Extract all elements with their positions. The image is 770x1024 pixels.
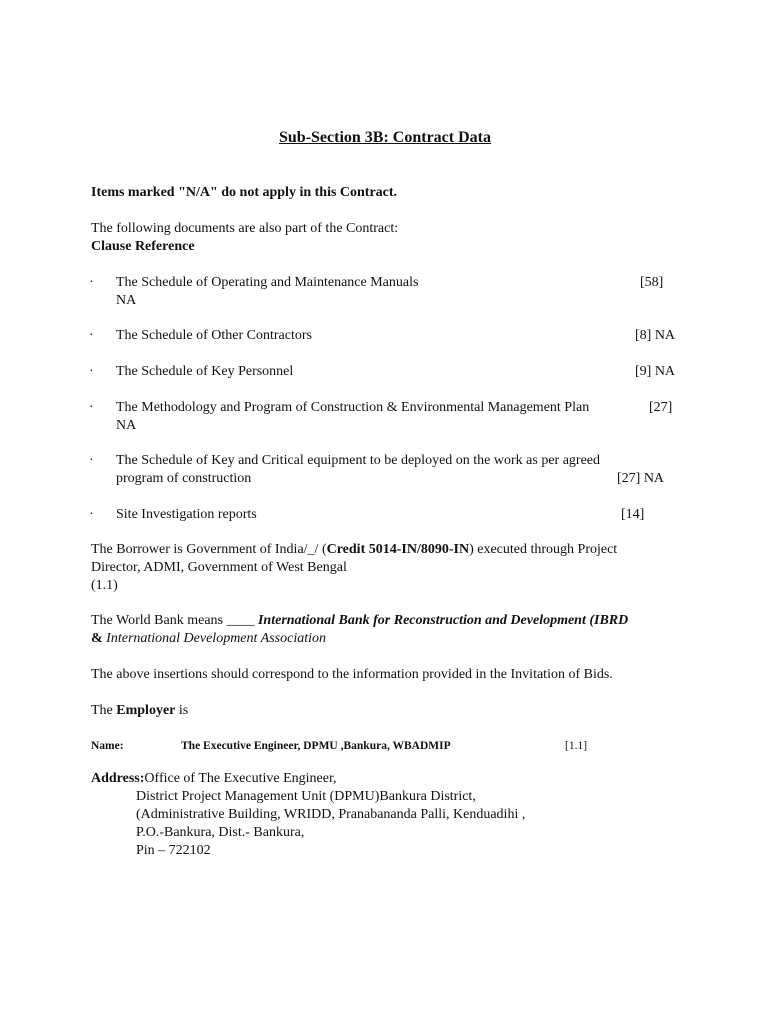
- credit-number: Credit 5014-IN/8090-IN: [326, 542, 470, 557]
- list-item-ref: [14]: [621, 507, 645, 522]
- list-item-text-cont: program of construction: [116, 471, 252, 486]
- name-value: The Executive Engineer, DPMU ,Bankura, WBADMIP: [181, 740, 451, 752]
- list-item-text: The Schedule of Key Personnel: [116, 364, 294, 379]
- address-line-5: Pin – 722102: [136, 843, 211, 858]
- list-item-text: The Schedule of Key and Critical equipment to be deployed on the work as per agreed: [116, 453, 601, 468]
- bullet: ·: [89, 328, 94, 343]
- name-label: Name:: [91, 740, 124, 752]
- list-item-text: The Schedule of Other Contractors: [116, 328, 312, 343]
- address-line-3: (Administrative Building, WRIDD, Pranabananda Palli, Kenduadihi ,: [136, 807, 526, 822]
- address-line-2: District Project Management Unit (DPMU)Bankura District,: [136, 789, 476, 804]
- employer-pre: The: [91, 703, 117, 718]
- bullet: ·: [89, 364, 94, 379]
- list-item-na: NA: [116, 293, 137, 308]
- clause-reference-header: Clause Reference: [91, 239, 195, 254]
- world-bank-blank: ____: [226, 613, 255, 628]
- ibrd-name: International Bank for Reconstruction and Development (IBRD: [254, 613, 629, 628]
- borrower-post: ) executed through Project: [469, 542, 618, 557]
- ampersand: &: [91, 631, 103, 646]
- list-item-ref: [27] NA: [617, 471, 665, 486]
- address-line-1: [91, 770, 337, 788]
- ida-name: International Development Association: [102, 631, 326, 646]
- borrower-line: [91, 541, 617, 559]
- list-item-na: NA: [116, 418, 137, 433]
- page-title: Sub-Section 3B: Contract Data: [279, 129, 491, 146]
- na-notice: Items marked "N/A" do not apply in this Contract.: [91, 185, 398, 200]
- employer-label: Employer: [116, 703, 176, 718]
- list-item-text: Site Investigation reports: [116, 507, 257, 522]
- world-bank-line: [91, 612, 628, 630]
- address-line-4: P.O.-Bankura, Dist.- Bankura,: [136, 825, 305, 840]
- list-item-ref: [58]: [640, 275, 664, 290]
- address-label: Address:: [91, 771, 145, 786]
- borrower-pre: The Borrower is Government of India/_/ (: [91, 542, 327, 557]
- address-text: Office of The Executive Engineer,: [144, 771, 337, 786]
- bullet: ·: [89, 507, 94, 522]
- bullet: ·: [89, 453, 94, 468]
- world-bank-pre: The World Bank means: [91, 613, 227, 628]
- employer-post: is: [175, 703, 189, 718]
- insertion-note: The above insertions should correspond to the information provided in the Invitation of Bids.: [91, 667, 613, 682]
- list-item-ref: [8] NA: [635, 328, 676, 343]
- list-item-ref: [27]: [649, 400, 673, 415]
- list-item-text: The Schedule of Operating and Maintenance Manuals: [116, 275, 419, 290]
- list-item-text: The Methodology and Program of Construction & Environmental Management Plan: [116, 400, 590, 415]
- bullet: ·: [89, 400, 94, 415]
- name-ref: [1.1]: [565, 740, 588, 752]
- borrower-line-2: Director, ADMI, Government of West Bengal: [91, 560, 347, 575]
- world-bank-line-2: [91, 630, 326, 648]
- employer-line: [91, 702, 188, 720]
- list-item-ref: [9] NA: [635, 364, 676, 379]
- borrower-ref: (1.1): [91, 578, 118, 593]
- intro-text: The following documents are also part of the Contract:: [91, 221, 399, 236]
- bullet: ·: [89, 275, 94, 290]
